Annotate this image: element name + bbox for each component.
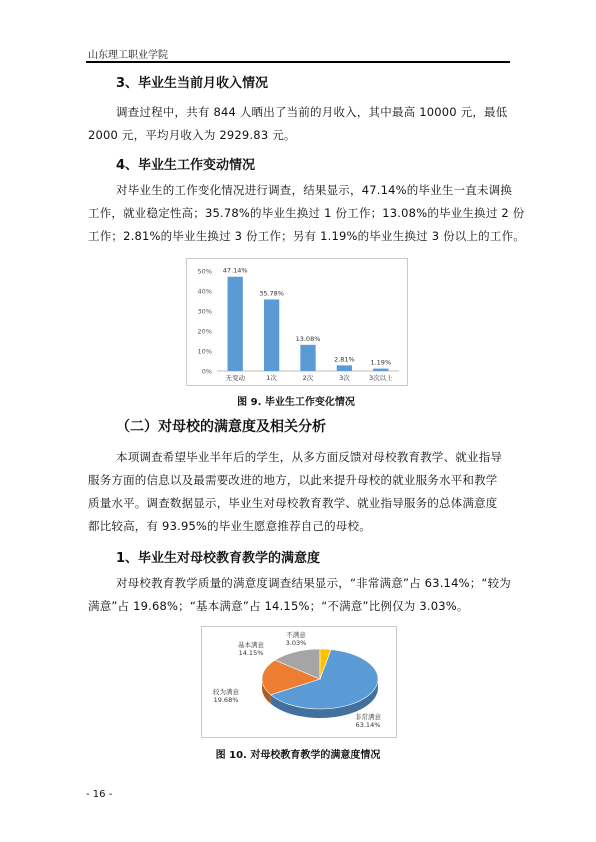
figure-10-chart <box>201 626 397 738</box>
intro-line-3: 质量水平。调查数据显示，毕业生对母校教育教学、就业指导服务的总体满意度 <box>88 496 498 510</box>
section-4-line-2: 工作，就业稳定性高；35.78%的毕业生换过 1 份工作；13.08%的毕业生换过 2 份 <box>88 206 525 220</box>
intro-para <box>116 446 502 469</box>
y-tick-label: 10% <box>197 347 212 356</box>
section-1-para <box>116 572 511 595</box>
page-number: - 16 - <box>86 789 113 800</box>
section-1-line-1: 对母校教育教学质量的满意度调查结果显示，“非常满意”占 63.14%；“较为 <box>116 576 511 590</box>
section-3-line-2: 2000 元，平均月收入为 2929.83 元。 <box>88 128 296 142</box>
figure-9-caption: 图 9. 毕业生工作变化情况 <box>237 397 355 408</box>
y-tick-label: 0% <box>201 367 212 376</box>
pie-label-value: 3.03% <box>285 639 307 647</box>
section-1-title: 1、毕业生对母校教育教学的满意度 <box>116 551 321 566</box>
pie-label-name: 基本满意 <box>238 641 264 649</box>
section-1-para-cont <box>88 595 469 618</box>
pie-label-name: 非常满意 <box>355 713 381 721</box>
bar <box>337 365 352 371</box>
bar <box>228 277 243 371</box>
bar-value-label: 1.19% <box>370 358 392 367</box>
section-4-line-1: 对毕业生的工作变化情况进行调查，结果显示，47.14%的毕业生一直未调换 <box>116 183 513 197</box>
section-4-para-cont <box>88 202 525 248</box>
y-tick-label: 30% <box>197 307 212 316</box>
section-3-para-cont <box>88 124 296 147</box>
figure-10-caption: 图 10. 对母校教育教学的满意度情况 <box>215 750 381 761</box>
x-tick-label: 2次 <box>302 374 314 382</box>
y-tick-label: 40% <box>197 287 212 296</box>
x-tick-label: 3次 <box>339 374 350 382</box>
pie-label-value: 14.15% <box>238 649 264 657</box>
section-3-para <box>116 101 507 124</box>
intro-line-1: 本项调查希望毕业半年后的学生，从多方面反馈对母校教育教学、就业指导 <box>116 450 503 464</box>
section-4-line-3: 工作；2.81%的毕业生换过 3 份工作；另有 1.19%的毕业生换过 3 份以上的工作。 <box>88 229 525 243</box>
x-tick-label: 无变动 <box>225 374 245 382</box>
x-tick-label: 1次 <box>266 374 277 382</box>
figure-9-chart <box>186 258 408 386</box>
intro-para-cont <box>88 469 498 538</box>
pie-label-name: 较为满意 <box>213 688 239 696</box>
pie-chart-svg <box>202 627 396 737</box>
intro-line-4: 都比较高，有 93.95%的毕业生愿意推荐自己的母校。 <box>88 519 371 533</box>
header-rule <box>86 61 510 63</box>
section-two-title: （二）对母校的满意度及相关分析 <box>116 419 326 435</box>
pie-label-value: 19.68% <box>213 696 239 704</box>
section-4-title: 4、毕业生工作变动情况 <box>116 158 256 173</box>
bar <box>373 369 388 371</box>
bar-value-label: 35.78% <box>259 289 284 298</box>
bar <box>300 345 315 371</box>
pie-label-name: 不满意 <box>286 631 306 639</box>
bar-chart-svg <box>187 259 407 385</box>
bar-value-label: 47.14% <box>222 266 248 275</box>
section-3-title: 3、毕业生当前月收入情况 <box>116 76 269 91</box>
section-4-para <box>116 179 512 202</box>
section-3-line-1: 调查过程中，共有 844 人晒出了当前的月收入，其中最高 10000 元，最低 <box>116 105 508 119</box>
y-tick-label: 20% <box>197 327 212 336</box>
bar-value-label: 2.81% <box>334 355 355 364</box>
intro-line-2: 服务方面的信息以及最需要改进的地方，以此来提升母校的就业服务水平和教学 <box>88 473 498 487</box>
bar <box>264 299 279 371</box>
running-header: 山东理工职业学院 <box>88 50 168 61</box>
y-tick-label: 50% <box>197 267 212 276</box>
bar-value-label: 13.08% <box>295 334 321 343</box>
pie-label-value: 63.14% <box>355 721 381 729</box>
section-1-line-2: 满意”占 19.68%；“基本满意”占 14.15%；“不满意”比例仅为 3.03%。 <box>88 599 469 613</box>
x-tick-label: 3次以上 <box>368 374 393 382</box>
